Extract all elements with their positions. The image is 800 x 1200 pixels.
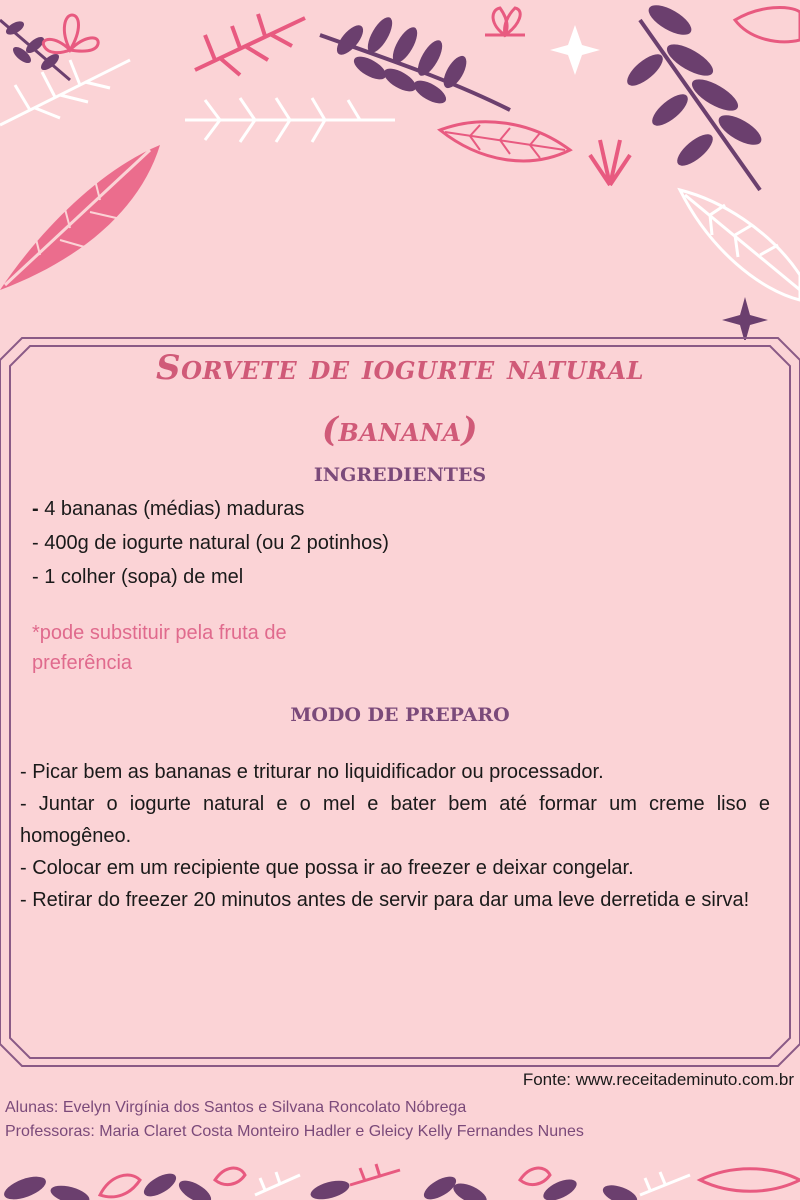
recipe-title-line1: Sorvete de iogurte natural: [156, 348, 644, 388]
ingredient-text: 400g de iogurte natural (ou 2 potinhos): [38, 532, 389, 554]
method-steps: [20, 756, 770, 916]
method-step: - Colocar em um recipiente que possa ir ao freezer e deixar congelar.: [20, 857, 634, 879]
pink-tulip-icon: [485, 8, 525, 35]
purple-branch-icon: [0, 19, 70, 80]
pink-leaf-corner-icon: [735, 7, 800, 41]
credits-block: [5, 1096, 584, 1144]
white-branch-center-icon: [185, 98, 395, 142]
ingredient-item: [32, 560, 389, 594]
white-leaf-right-icon: [680, 190, 800, 300]
recipe-card: [0, 332, 800, 1072]
ingredient-dash: -: [32, 498, 39, 520]
substitution-note: [32, 618, 352, 678]
floral-decoration-top: [0, 0, 800, 340]
teachers-credit: Professoras: Maria Claret Costa Monteiro Hadler e Gleicy Kelly Fernandes Nunes: [5, 1123, 584, 1140]
method-step: - Juntar o iogurte natural e o mel e bater bem até formar um creme liso e homogêneo.: [20, 793, 770, 847]
ingredient-item: [32, 526, 389, 560]
ingredient-dash: -: [32, 532, 39, 554]
pink-branch-icon: [195, 14, 305, 75]
pink-leaf-center-icon: [440, 122, 570, 161]
bottom-purple-leaves-icon: [1, 1169, 639, 1200]
source-credit: Fonte: www.receitademinuto.com.br: [522, 1070, 794, 1089]
ingredient-text: 4 bananas (médias) maduras: [38, 498, 305, 520]
students-credit: Alunas: Evelyn Virgínia dos Santos e Silvana Roncolato Nóbrega: [5, 1099, 467, 1116]
ingredient-text: 1 colher (sopa) de mel: [38, 566, 244, 588]
ingredients-list: [32, 492, 389, 594]
recipe-title-line2: (banana): [321, 410, 479, 450]
method-step: - Picar bem as bananas e triturar no liquidificador ou processador.: [20, 761, 604, 783]
white-star-icon: [550, 25, 600, 75]
ingredient-item: [32, 492, 389, 526]
pink-flower-icon: [43, 15, 98, 53]
ingredient-dash: -: [32, 566, 39, 588]
method-heading: MODO DE PREPARO: [290, 704, 510, 726]
purple-leaf-branch-icon: [320, 14, 510, 110]
note-line1: *pode substituir pela fruta de: [32, 622, 287, 644]
ingredients-heading: INGREDIENTES: [313, 464, 487, 486]
white-branch-icon: [0, 60, 130, 125]
note-line2: preferência: [32, 652, 133, 674]
pink-leaf-icon: [0, 145, 160, 290]
pink-sprout-icon: [590, 140, 630, 185]
floral-decoration-bottom: [0, 1150, 800, 1200]
method-step: - Retirar do freezer 20 minutos antes de servir para dar uma leve derretida e sirva!: [20, 889, 750, 911]
